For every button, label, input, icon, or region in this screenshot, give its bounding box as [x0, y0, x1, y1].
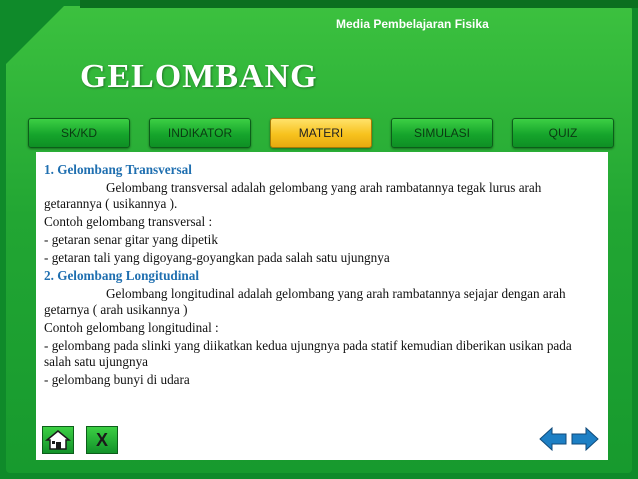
app-subtitle: Media Pembelajaran Fisika — [336, 17, 489, 31]
home-icon — [43, 427, 73, 453]
next-button[interactable] — [570, 426, 600, 452]
tab-indikator[interactable]: INDIKATOR — [149, 118, 251, 148]
main-nav — [28, 118, 612, 146]
examples-label-transversal: Contoh gelombang transversal : — [44, 214, 213, 229]
tab-sk-kd[interactable]: SK/KD — [28, 118, 130, 148]
arrow-left-icon — [538, 426, 568, 452]
close-button[interactable]: X — [86, 426, 118, 454]
definition-longitudinal: Gelombang longitudinal adalah gelombang yang arah rambatannya sejajar dengan arah getarnya ( arah usikannya ) — [44, 286, 566, 317]
page-title: GELOMBANG — [80, 58, 318, 95]
home-button[interactable] — [42, 426, 74, 454]
list-item: - gelombang bunyi di udara — [44, 372, 190, 387]
back-button[interactable] — [538, 426, 568, 452]
examples-label-longitudinal: Contoh gelombang longitudinal : — [44, 320, 219, 335]
frame-corner — [0, 0, 70, 70]
tab-simulasi[interactable]: SIMULASI — [391, 118, 493, 148]
arrow-right-icon — [570, 426, 600, 452]
definition-transversal: Gelombang transversal adalah gelombang yang arah rambatannya tegak lurus arah getarannya ( usikannya ). — [44, 180, 542, 211]
list-item: - getaran senar gitar yang dipetik — [44, 232, 218, 247]
list-item: - getaran tali yang digoyang-goyangkan pada salah satu ujungnya — [44, 250, 390, 265]
section-heading-transversal: 1. Gelombang Transversal — [44, 162, 192, 177]
content-panel — [36, 152, 608, 408]
tab-materi[interactable]: MATERI — [270, 118, 372, 148]
section-heading-longitudinal: 2. Gelombang Longitudinal — [44, 268, 199, 283]
top-stripe — [80, 0, 638, 8]
bottom-toolbar — [36, 408, 608, 460]
tab-quiz[interactable]: QUIZ — [512, 118, 614, 148]
list-item: - gelombang pada slinki yang diikatkan kedua ujungnya pada statif kemudian diberikan usikan pada salah satu ujungnya — [44, 338, 572, 369]
